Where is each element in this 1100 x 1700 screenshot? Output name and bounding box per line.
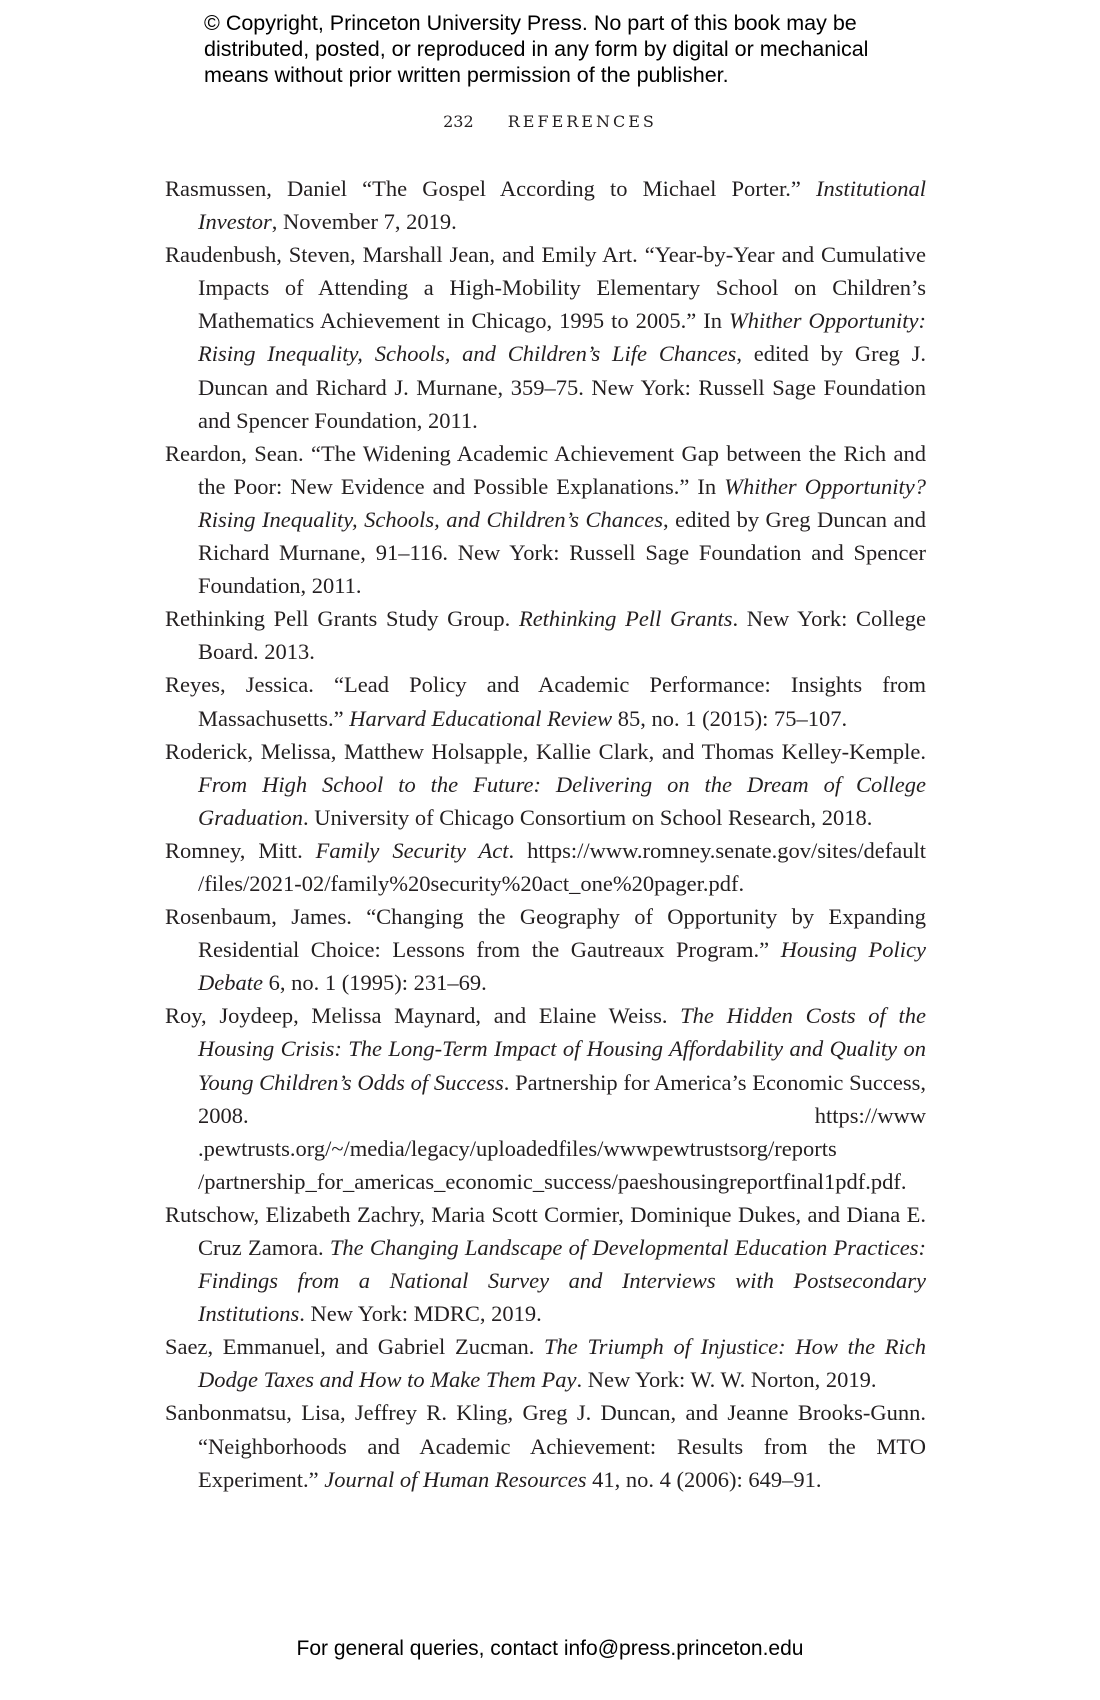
reference-title: Rethinking Pell Grants xyxy=(518,606,733,632)
reference-title: The Triumph of Injustice: How the Rich Dodge Taxes and How to Make Them Pay xyxy=(198,1334,926,1393)
reference-text: , November 7, 2019. xyxy=(271,209,457,235)
reference-title: Housing Policy Debate xyxy=(198,937,926,996)
reference-title: Institutional Investor xyxy=(198,176,926,235)
reference-entry xyxy=(165,172,926,238)
copyright-notice: © Copyright, Princeton University Press. No part of this book may be distributed, posted, or reproduced in any form by digital or mechanical means without prior written permission of the publisher. xyxy=(204,11,869,87)
reference-text: . New York: College Board. 2013. xyxy=(198,606,927,665)
reference-entry xyxy=(165,735,926,834)
reference-title: The Hidden Costs of the Housing Crisis: The Long-Term Impact of Housing Affordability and Quality on Young Children’s Odds of Success xyxy=(198,1003,926,1095)
reference-text: Sanbonmatsu, Lisa, Jeffrey R. Kling, Greg J. Duncan, and Jeanne Brooks-Gunn. “Neighborhoods and Academic Achievement: Results from the MTO Experiment.” xyxy=(165,1400,926,1492)
reference-text: Romney, Mitt. xyxy=(165,837,316,863)
page-number: 232 xyxy=(443,112,474,131)
reference-entry xyxy=(165,238,926,437)
reference-title: From High School to the Future: Delivering on the Dream of College Graduation xyxy=(198,771,926,830)
reference-title: Whither Opportunity? Rising Inequality, Schools, and Children’s Chances xyxy=(198,473,926,532)
reference-title: The Changing Landscape of Developmental Education Practices: Findings from a National Survey and Interviews with Postsecondary Institutions xyxy=(198,1235,926,1327)
reference-entry xyxy=(165,1198,926,1330)
reference-text: 6, no. 1 (1995): 231–69. xyxy=(262,970,487,996)
reference-entry xyxy=(165,999,926,1198)
reference-title: Family Security Act xyxy=(315,837,509,863)
reference-entry xyxy=(165,1396,926,1495)
running-head xyxy=(0,112,1100,131)
reference-text: , edited by Greg Duncan and Richard Murnane, 91–116. New York: Russell Sage Foundation and Spencer Foundation, 2011. xyxy=(198,506,926,599)
reference-entry xyxy=(165,602,926,668)
reference-text: . Partnership for America’s Economic Success, 2008. https://www .pewtrusts.org/~/media/legacy/uploadedfiles/wwwpewtrustsorg/reports /partnership_for_americas_economic_success/paeshousingreportfinal1pdf.pdf. xyxy=(198,1069,926,1194)
reference-text: Reardon, Sean. “The Widening Academic Achievement Gap between the Rich and the Poor: New Evidence and Possible Explanations.” In xyxy=(165,440,926,499)
reference-text: 41, no. 4 (2006): 649–91. xyxy=(586,1466,822,1492)
reference-text: Roy, Joydeep, Melissa Maynard, and Elaine Weiss. xyxy=(165,1003,681,1029)
reference-text: Rutschow, Elizabeth Zachry, Maria Scott Cormier, Dominique Dukes, and Diana E. Cruz Zamora. xyxy=(165,1201,926,1260)
reference-text: Saez, Emmanuel, and Gabriel Zucman. xyxy=(165,1334,545,1360)
reference-text: Rethinking Pell Grants Study Group. xyxy=(165,606,519,632)
reference-title: Harvard Educational Review xyxy=(349,705,613,731)
reference-text: 85, no. 1 (2015): 75–107. xyxy=(612,705,848,731)
reference-text: Rasmussen, Daniel “The Gospel According to Michael Porter.” xyxy=(165,176,816,201)
footer-contact: For general queries, contact info@press.princeton.edu xyxy=(296,1637,804,1660)
reference-title: Journal of Human Resources xyxy=(324,1466,587,1492)
reference-text: Reyes, Jessica. “Lead Policy and Academic Performance: Insights from Massachusetts.” xyxy=(165,672,926,731)
section-title: REFERENCES xyxy=(507,112,657,131)
reference-list xyxy=(165,172,926,1496)
reference-entry xyxy=(165,437,926,602)
reference-text: . University of Chicago Consortium on School Research, 2018. xyxy=(303,804,873,830)
reference-entry xyxy=(165,900,926,999)
reference-text: Roderick, Melissa, Matthew Holsapple, Kallie Clark, and Thomas Kelley-Kemple. xyxy=(165,738,926,764)
reference-text: , edited by Greg J. Duncan and Richard J. Murnane, 359–75. New York: Russell Sage Foundation and Spencer Foundation, 2011. xyxy=(198,341,926,433)
reference-text: Raudenbush, Steven, Marshall Jean, and Emily Art. “Year-by-Year and Cumulative Impacts of Attending a High-Mobility Elementary School on Children’s Mathematics Achievement in Chicago, 1995 to 2005.” In xyxy=(165,242,926,334)
reference-text: . New York: W. W. Norton, 2019. xyxy=(576,1367,877,1393)
reference-text: . https://www.romney.senate.gov/sites/default /files/2021-02/family%20security%20act_one%20pager.pdf. xyxy=(198,837,926,896)
reference-text: . New York: MDRC, 2019. xyxy=(299,1301,542,1327)
reference-entry xyxy=(165,1330,926,1396)
reference-entry xyxy=(165,668,926,734)
reference-text: Rosenbaum, James. “Changing the Geography of Opportunity by Expanding Residential Choice: Lessons from the Gautreaux Program.” xyxy=(165,904,926,963)
reference-title: Whither Opportunity: Rising Inequality, Schools, and Children’s Life Chances xyxy=(198,308,926,367)
reference-entry xyxy=(165,834,926,900)
